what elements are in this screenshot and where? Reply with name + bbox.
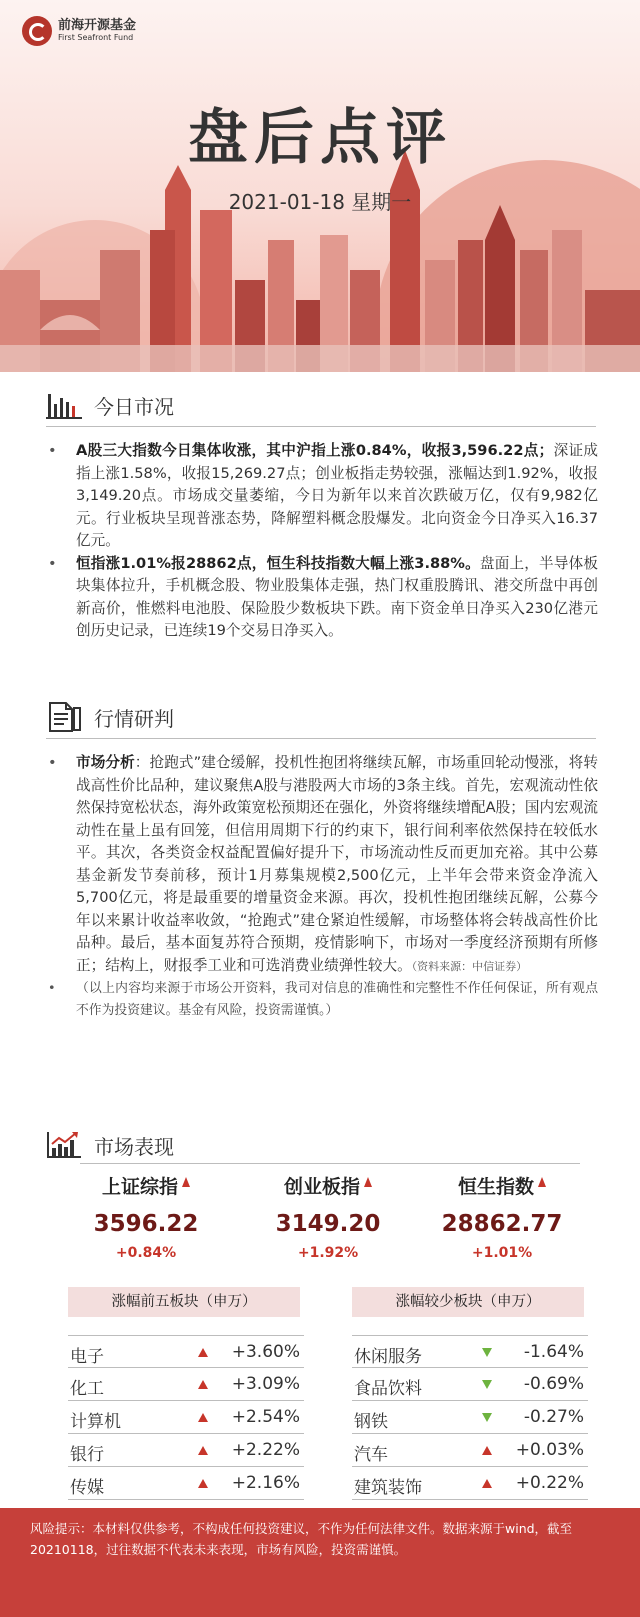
disclaimer-text: （以上内容均来源于市场公开资料，我司对信息的准确性和完整性不作任何保证，所有观点不作为投资建议。基金有风险，投资需谨慎。） (76, 981, 598, 1018)
up-triangle-icon (198, 1479, 208, 1488)
brand-logo (22, 16, 136, 46)
sector-change: +0.22% (515, 1473, 584, 1493)
table-row (68, 1401, 304, 1434)
index-value: 28862.77 (441, 1211, 563, 1237)
sector-name: 建筑装饰 (354, 1478, 422, 1498)
table-row (352, 1368, 588, 1401)
report-date: 2021-01-18 星期一 (228, 190, 412, 214)
table-row (352, 1335, 588, 1368)
sector-name: 电子 (70, 1347, 104, 1367)
index-change: +0.84% (115, 1245, 177, 1261)
section-header-research (46, 702, 174, 732)
sector-change: +2.16% (231, 1473, 300, 1493)
bullet-text: 深证成指上涨1.58%，收报15,269.27点；创业板指走势较强，涨幅达到1.92%，收报3,149.20点。市场成交量萎缩，今日为新年以来首次跌破万亿，仅有9,982亿元。行业板块呈现普涨态势，降解塑料概念股爆发。北向资金今日净买入16.37亿元。 (76, 442, 598, 549)
sector-change: +2.22% (231, 1440, 300, 1460)
table-row (68, 1434, 304, 1467)
page-title: 盘后点评 (188, 103, 452, 173)
divider (46, 738, 596, 739)
up-triangle-icon (198, 1446, 208, 1455)
sector-name: 银行 (70, 1445, 104, 1465)
brand-name-en: First Seafront Fund (58, 32, 134, 42)
research-bullets (48, 752, 598, 1022)
sector-change: +0.03% (515, 1440, 584, 1460)
down-triangle-icon (482, 1348, 492, 1357)
today-bullet-2 (48, 553, 598, 643)
index-change: +1.01% (471, 1245, 533, 1261)
sector-change: +2.54% (231, 1407, 300, 1427)
sector-change: -1.64% (523, 1342, 584, 1362)
sector-name: 食品饮料 (354, 1379, 422, 1399)
sector-change: -0.27% (523, 1407, 584, 1427)
bullet-bold-text: 恒指涨1.01%报28862点，恒生科技指数大幅上涨3.88%。 (76, 554, 480, 572)
bottom-sectors-table (352, 1335, 588, 1500)
today-bullets (48, 440, 598, 643)
table-row (352, 1401, 588, 1434)
top-sectors-title: 涨幅前五板块（申万） (68, 1287, 300, 1317)
index-card-shanghai (56, 1172, 236, 1261)
divider (46, 426, 596, 427)
sector-name: 计算机 (70, 1412, 121, 1432)
index-name: 创业板指 (283, 1176, 360, 1198)
index-card-hang-seng (412, 1172, 592, 1261)
table-row (68, 1335, 304, 1368)
sector-change: +3.09% (231, 1374, 300, 1394)
footer-text: 风险提示：本材料仅供参考，不构成任何投资建议，不作为任何法律文件。数据来源于wind，截至20210118，过往数据不代表未来表现，市场有风险，投资需谨慎。 (30, 1521, 573, 1557)
table-row (352, 1467, 588, 1500)
index-value: 3149.20 (275, 1211, 381, 1237)
up-triangle-icon (482, 1446, 492, 1455)
analysis-text: ：抢跑式”建仓缓解，投机性抱团将继续瓦解，市场重回轮动慢涨，将转战高性价比品种，建议聚焦A股与港股两大市场的3条主线。首先，宏观流动性依然保持宽松状态，海外政策宽松预期还在强化，外资将继续增配A股；国内宏观流动性在量上虽有回笼，但信用周期下行的约束下，银行间利率依然保持在较低水平。其次，各类资金权益配置偏好提升下，市场流动性反而更加充裕。其中公募基金新发节奏前移，预计1月募集规模2,500亿元，上半年会带来资金净流入5,700亿元，将是最重要的增量资金来源。再次，投机性抱团继续瓦解，公募今年以来累计收益率收敛，“抢跑式”建仓紧迫性缓解，市场整体将会转战高性价比品种。最后，基本面复苏符合预期，疫情影响下，市场对一季度经济预期有所修正；结构上，财报季工业和可选消费业绩弹性较大。 (76, 754, 598, 974)
document-icon (46, 702, 84, 732)
section-header-market (46, 1130, 174, 1160)
sector-change: -0.69% (523, 1374, 584, 1394)
sector-change: +3.60% (231, 1342, 300, 1362)
top-sectors-table (68, 1335, 304, 1500)
up-triangle-icon (198, 1348, 208, 1357)
arrow-up-icon (538, 1177, 546, 1187)
analysis-label: 市场分析 (76, 754, 135, 771)
table-row (68, 1467, 304, 1500)
section-title-market: 市场表现 (94, 1134, 174, 1159)
header-banner (0, 0, 640, 372)
analysis-bullet (48, 752, 598, 978)
risk-disclaimer-footer (0, 1508, 640, 1617)
divider (80, 1163, 580, 1164)
bottom-sectors-title: 涨幅较少板块（申万） (352, 1287, 584, 1317)
sector-name: 休闲服务 (354, 1347, 422, 1367)
trend-chart-icon (46, 1130, 84, 1160)
down-triangle-icon (482, 1413, 492, 1422)
section-title-today: 今日市况 (94, 394, 174, 419)
up-triangle-icon (198, 1413, 208, 1422)
index-card-chinext (238, 1172, 418, 1261)
sector-name: 钢铁 (354, 1412, 388, 1432)
analysis-source: （资料来源：中信证券） (411, 959, 528, 973)
index-change: +1.92% (297, 1245, 359, 1261)
section-title-research: 行情研判 (94, 706, 174, 731)
table-row (352, 1434, 588, 1467)
bullet-bold-text: A股三大指数今日集体收涨，其中沪指上涨0.84%，收报3,596.22点； (76, 442, 554, 459)
disclaimer-bullet (48, 978, 598, 1022)
today-bullet-1 (48, 440, 598, 553)
index-value: 3596.22 (93, 1211, 199, 1237)
bar-chart-icon (46, 390, 84, 420)
up-triangle-icon (198, 1380, 208, 1389)
up-triangle-icon (482, 1479, 492, 1488)
down-triangle-icon (482, 1380, 492, 1389)
index-name: 恒生指数 (457, 1176, 534, 1198)
sector-name: 化工 (70, 1379, 104, 1399)
arrow-up-icon (182, 1177, 190, 1187)
index-name: 上证综指 (101, 1176, 178, 1198)
table-row (68, 1368, 304, 1401)
brand-name-cn: 前海开源基金 (58, 18, 137, 34)
arrow-up-icon (364, 1177, 372, 1187)
sector-name: 汽车 (354, 1445, 388, 1465)
sector-name: 传媒 (70, 1478, 104, 1498)
bullet-text: 盘面上，半导体板块集体拉升，手机概念股、物业股集体走强，热门权重股腾讯、港交所盘中再创新高价，惟燃料电池股、保险股少数板块下跌。南下资金单日净买入230亿港元创历史记录，已连续19个交易日净买入。 (76, 554, 598, 639)
section-header-today (46, 390, 174, 420)
brand-logo-icon (22, 16, 52, 46)
